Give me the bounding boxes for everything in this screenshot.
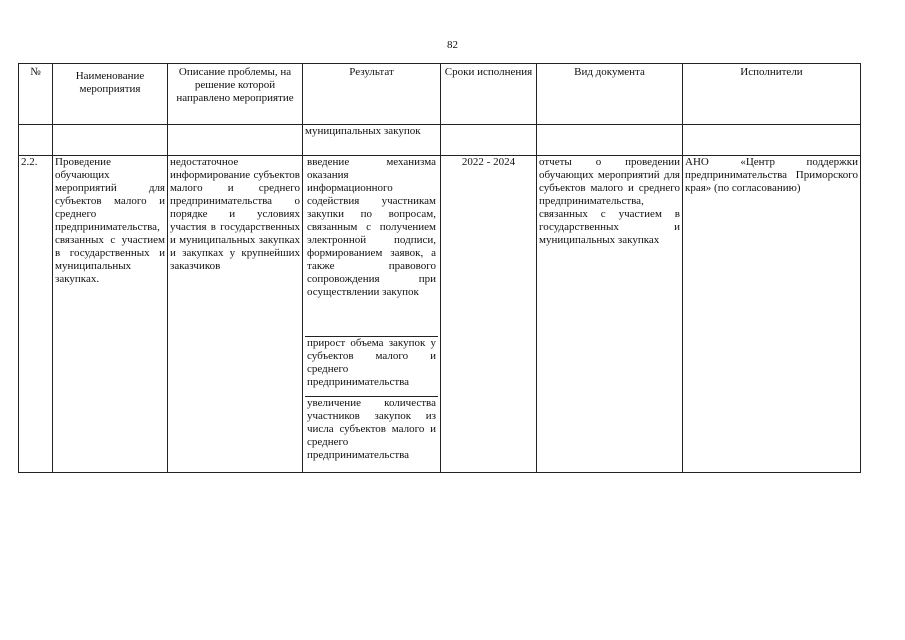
result-item-volume-growth: прирост объема закупок у субъектов малого и среднего предпринимательства bbox=[305, 337, 438, 397]
cont-cell-deadline bbox=[441, 125, 537, 156]
header-result: Результат bbox=[303, 64, 441, 125]
cell-number: 2.2. bbox=[19, 156, 53, 473]
page-number: 82 bbox=[447, 39, 458, 51]
header-name-text: Наименование мероприятия bbox=[75, 70, 145, 95]
cont-cell-name bbox=[53, 125, 168, 156]
cont-cell-problem bbox=[168, 125, 303, 156]
cont-cell-executors bbox=[683, 125, 861, 156]
header-deadline: Сроки исполнения bbox=[441, 64, 537, 125]
cont-cell-result: муниципальных закупок bbox=[303, 125, 441, 156]
cell-problem: недостаточное информирование субъектов малого и среднего предпринимательства о порядке и условиях участия в государственных и муниципальных закупках и закупках у крупнейших заказчиков bbox=[168, 156, 303, 473]
cell-name: Проведение обучающих мероприятий для субъектов малого и среднего предпринимательства, связанных с участием в государственных и муниципальных закупках. bbox=[53, 156, 168, 473]
cell-executors: АНО «Центр поддержки предпринимательства Приморского края» (по согласованию) bbox=[683, 156, 861, 473]
cell-document-type: отчеты о проведении обучающих мероприятий для субъектов малого и среднего предпринимательства, связанных с участием в государственных и муниципальных закупках bbox=[537, 156, 683, 473]
table-row-continuation bbox=[19, 125, 861, 156]
cont-cell-number bbox=[19, 125, 53, 156]
header-executors: Исполнители bbox=[683, 64, 861, 125]
header-number: № bbox=[19, 64, 53, 125]
cont-cell-document-type bbox=[537, 125, 683, 156]
result-item-mechanism: введение механизма оказания информационного содействия участникам закупки по вопросам, связанным с получением электронной подписи, формированием заявок, а также правового сопровождения при осуществлении закупок bbox=[305, 156, 438, 337]
action-plan-table bbox=[18, 63, 861, 473]
result-item-participants-increase: увеличение количества участников закупок из числа субъектов малого и среднего предпринимательства bbox=[307, 397, 436, 461]
table-row-2-2 bbox=[19, 156, 861, 473]
header-name bbox=[53, 64, 168, 125]
header-document-type: Вид документа bbox=[537, 64, 683, 125]
cell-result bbox=[303, 156, 441, 473]
table-header-row bbox=[19, 64, 861, 125]
header-problem: Описание проблемы, на решение которой направлено мероприятие bbox=[168, 64, 303, 125]
cell-deadline: 2022 - 2024 bbox=[441, 156, 537, 473]
